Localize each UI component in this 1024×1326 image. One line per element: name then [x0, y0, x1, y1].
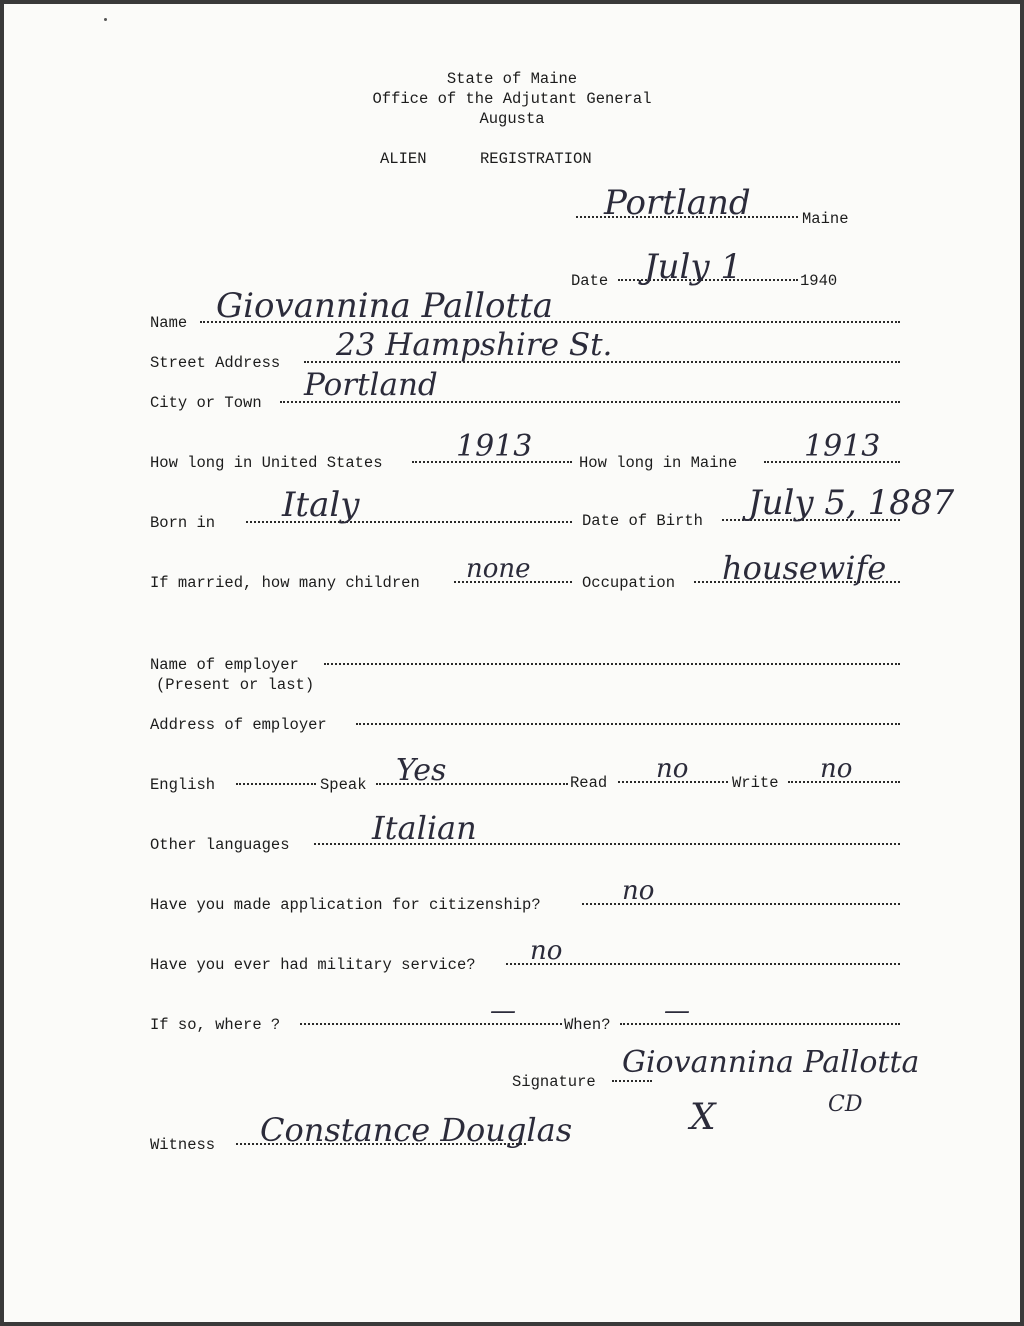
english-leader — [236, 781, 316, 785]
born-in-entry: Italy — [282, 485, 360, 525]
how-long-maine-label: How long in Maine — [579, 454, 738, 472]
military-entry: no — [530, 936, 563, 966]
street-address-entry: 23 Hampshire St. — [336, 327, 613, 363]
city-entry: Portland — [304, 367, 438, 403]
signature-note: CD — [828, 1092, 863, 1117]
where-entry: — — [490, 996, 516, 1026]
speak-entry: Yes — [396, 753, 447, 788]
occupation-entry: housewife — [722, 549, 887, 587]
employer-name-leader — [324, 661, 900, 665]
employer-name-note: (Present or last) — [156, 676, 315, 694]
year-label: 1940 — [800, 272, 838, 290]
employer-address-label: Address of employer — [150, 716, 327, 734]
date-label: Date — [571, 272, 609, 290]
children-label: If married, how many children — [150, 574, 420, 592]
other-languages-entry: Italian — [372, 809, 477, 847]
how-long-us-label: How long in United States — [150, 454, 383, 472]
military-label: Have you ever had military service? — [150, 956, 476, 974]
citizenship-label: Have you made application for citizenship? — [150, 896, 541, 914]
city-label: City or Town — [150, 394, 262, 412]
born-in-label: Born in — [150, 514, 216, 532]
how-long-us-entry: 1913 — [456, 429, 533, 464]
form-title-registration: REGISTRATION — [480, 150, 592, 168]
english-label: English — [150, 776, 216, 794]
maine-suffix: Maine — [802, 210, 849, 228]
how-long-maine-entry: 1913 — [804, 429, 881, 464]
witness-entry: Constance Douglas — [260, 1111, 573, 1149]
when-leader — [620, 1021, 900, 1025]
occupation-label: Occupation — [582, 574, 676, 592]
signature-entry: Giovannina Pallotta — [622, 1045, 920, 1080]
witness-label: Witness — [150, 1136, 216, 1154]
military-leader — [506, 961, 900, 965]
date-entry: July 1 — [644, 247, 743, 287]
employer-name-label: Name of employer — [150, 656, 299, 674]
name-label: Name — [150, 314, 188, 332]
signature-label: Signature — [512, 1073, 596, 1091]
speak-label: Speak — [320, 776, 367, 794]
read-entry: no — [656, 754, 689, 784]
city-heading: Augusta — [479, 110, 545, 128]
state-heading: State of Maine — [446, 70, 578, 88]
children-entry: none — [466, 554, 531, 584]
if-so-where-label: If so, where ? — [150, 1016, 281, 1034]
where-leader — [300, 1021, 562, 1025]
other-languages-label: Other languages — [150, 836, 290, 854]
name-entry: Giovannina Pallotta — [216, 286, 554, 326]
street-address-label: Street Address — [150, 354, 281, 372]
when-label: When? — [564, 1016, 611, 1034]
paper-speck — [104, 18, 107, 21]
read-label: Read — [570, 774, 608, 792]
write-entry: no — [820, 754, 853, 784]
form-title-alien: ALIEN — [380, 150, 427, 168]
registration-form — [4, 4, 1020, 1322]
write-label: Write — [732, 774, 779, 792]
town-entry: Portland — [604, 183, 751, 223]
employer-address-leader — [356, 721, 900, 725]
date-of-birth-entry: July 5, 1887 — [748, 483, 955, 523]
witness-mark: X — [690, 1097, 716, 1138]
office-heading: Office of the Adjutant General — [372, 90, 652, 108]
date-of-birth-label: Date of Birth — [582, 512, 703, 530]
when-entry: — — [664, 996, 690, 1026]
citizenship-entry: no — [622, 876, 655, 906]
